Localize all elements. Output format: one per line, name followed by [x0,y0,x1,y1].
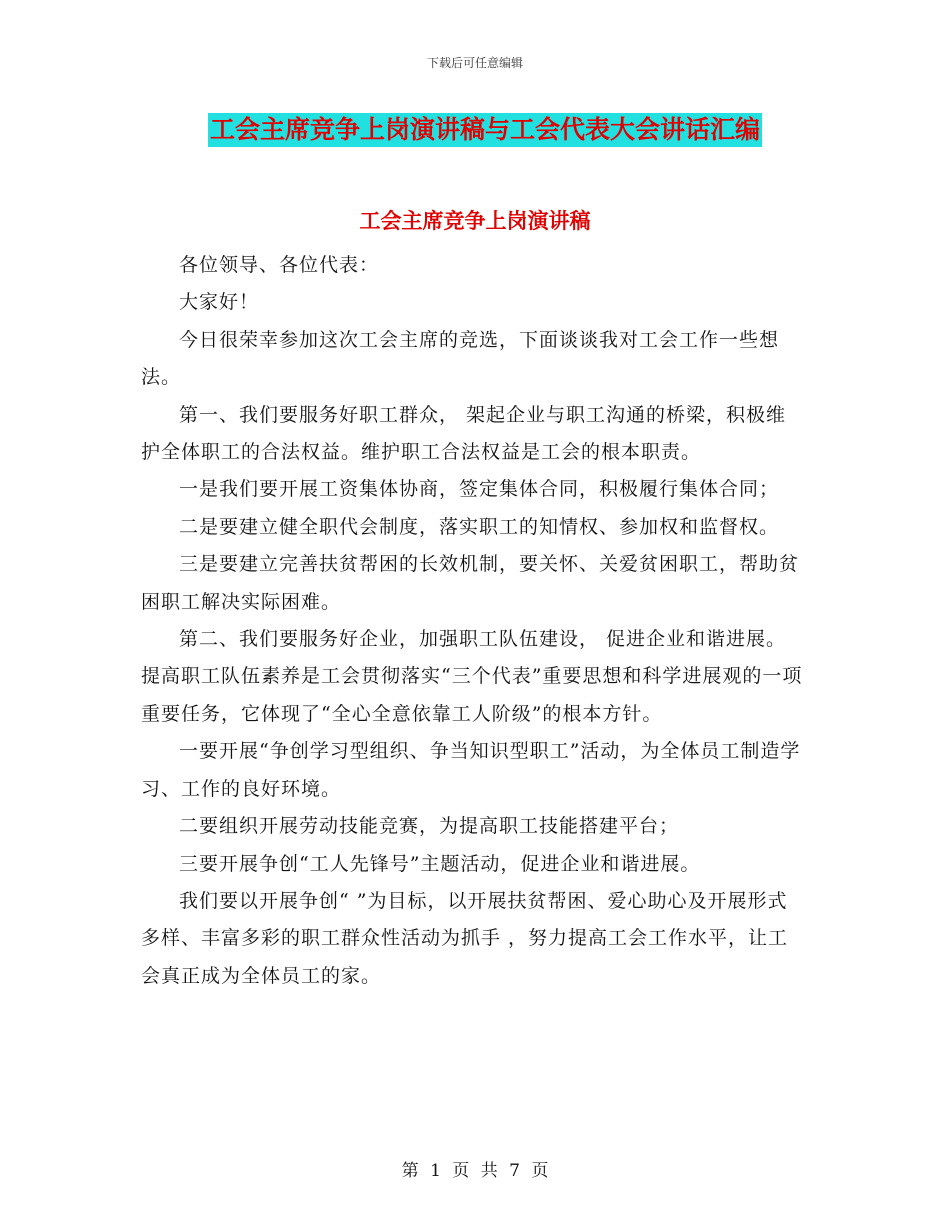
paragraph: 第二、我们要服务好企业，加强职工队伍建设， 促进企业和谐进展。提高职工队伍素养是工会贯彻落实“三个代表”重要思想和科学进展观的一项重要任务，它体现了“全心全意依靠工人阶级”的根本方针。 [141,628,803,725]
paragraph: 三是要建立完善扶贫帮困的长效机制，要关怀、关爱贫困职工，帮助贫困职工解决实际困难。 [141,553,800,613]
section-title: 工会主席竞争上岗演讲稿 [359,209,591,233]
paragraph: 一是我们要开展工资集体协商，签定集体合同，积极履行集体合同； [179,478,780,501]
paragraph-hello: 大家好！ [179,291,260,314]
paragraph: 二要组织开展劳动技能竞赛，为提高职工技能搭建平台； [179,815,680,838]
paragraph: 今日很荣幸参加这次工会主席的竞选，下面谈谈我对工会工作一些想法。 [141,328,780,389]
document-body [141,247,806,995]
paragraph-greeting: 各位领导、各位代表： [179,254,380,276]
paragraph: 我们要以开展争创“ ”为目标，以开展扶贫帮困、爱心助心及开展形式多样、丰富多彩的职工群众性活动为抓手 ，努力提高工会工作水平，让工会真正成为全体员工的家。 [141,889,789,987]
paragraph: 一要开展“争创学习型组织、争当知识型职工”活动，为全体员工制造学习、工作的良好环境。 [141,740,801,800]
page-indicator: 第 1 页 共 7 页 [401,1161,549,1181]
document-title: 工会主席竞争上岗演讲稿与工会代表大会讲话汇编 [208,113,762,147]
paragraph: 第一、我们要服务好职工群众， 架起企业与职工沟通的桥梁，积极维护全体职工的合法权益。维护职工合法权益是工会的根本职责。 [141,403,787,464]
paragraph: 三要开展争创“工人先锋号”主题活动，促进企业和谐进展。 [179,852,701,875]
paragraph: 二是要建立健全职代会制度，落实职工的知情权、参加权和监督权。 [179,515,780,538]
header-note: 下载后可任意编辑 [426,56,523,70]
